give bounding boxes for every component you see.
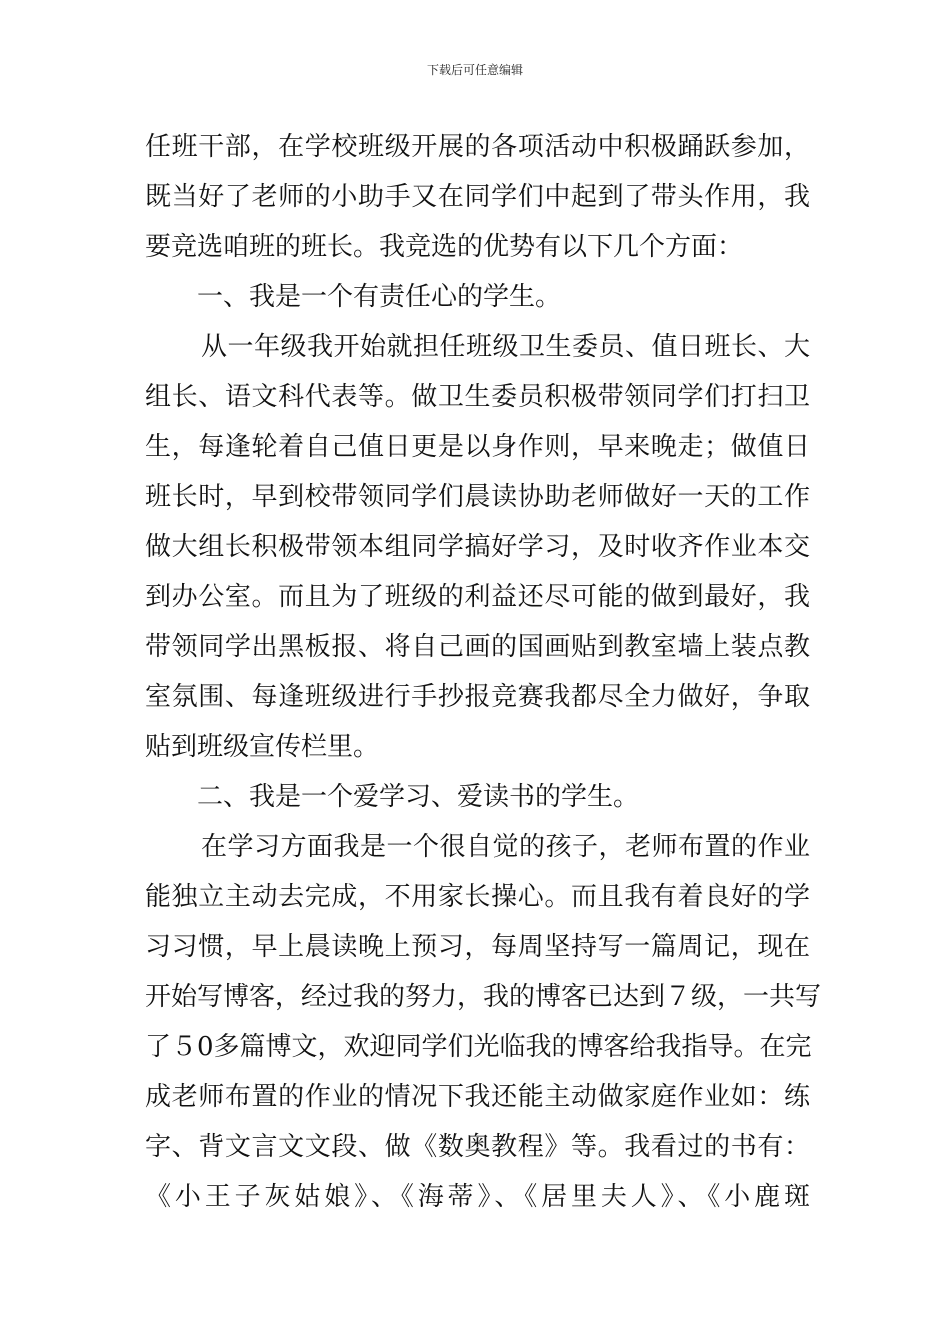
section-heading: 二、我是一个爱学习、爱读书的学生。 (197, 782, 640, 812)
section-heading: 一、我是一个有责任心的学生。 (197, 282, 562, 312)
text-line: 既当好了老师的小助手又在同学们中起到了带头作用，我 (145, 182, 810, 212)
body-text (145, 122, 822, 1222)
text-line: 带领同学出黑板报、将自己画的国画贴到教室墙上装点教 (145, 632, 810, 662)
text-line: 要竞选咱班的班长。我竞选的优势有以下几个方面： (145, 232, 744, 262)
text-line: 字、背文言文文段、做《数奥教程》等。我看过的书有： (145, 1132, 810, 1162)
text-line: 做大组长积极带领本组同学搞好学习，及时收齐作业本交 (145, 532, 810, 562)
text-line: 在学习方面我是一个很自觉的孩子，老师布置的作业 (201, 832, 810, 862)
text-line: 《小王子灰姑娘》、《海蒂》、《居里夫人》、《小鹿斑 (145, 1182, 810, 1212)
text-line: 班长时，早到校带领同学们晨读协助老师做好一天的工作 (145, 482, 810, 512)
text-line: 贴到班级宣传栏里。 (145, 732, 380, 762)
text-line: 从一年级我开始就担任班级卫生委员、值日班长、大 (201, 332, 810, 362)
text-line: 习习惯，早上晨读晚上预习，每周坚持写一篇周记，现在 (145, 932, 810, 962)
text-line: 成老师布置的作业的情况下我还能主动做家庭作业如：练 (145, 1082, 810, 1112)
text-line: 能独立主动去完成，不用家长操心。而且我有着良好的学 (145, 882, 810, 912)
text-line: 组长、语文科代表等。做卫生委员积极带领同学们打扫卫 (145, 382, 810, 412)
text-line: 了５0多篇博文，欢迎同学们光临我的博客给我指导。在完 (145, 1032, 812, 1062)
text-line: 生，每逢轮着自己值日更是以身作则，早来晚走；做值日 (145, 432, 810, 462)
text-line: 到办公室。而且为了班级的利益还尽可能的做到最好，我 (145, 582, 810, 612)
page-header: 下载后可任意编辑 (426, 63, 523, 77)
text-line: 开始写博客，经过我的努力，我的博客已达到７级，一共写 (145, 982, 822, 1012)
text-line: 室氛围、每逢班级进行手抄报竞赛我都尽全力做好，争取 (145, 682, 810, 712)
text-line: 任班干部，在学校班级开展的各项活动中积极踊跃参加， (145, 132, 810, 162)
